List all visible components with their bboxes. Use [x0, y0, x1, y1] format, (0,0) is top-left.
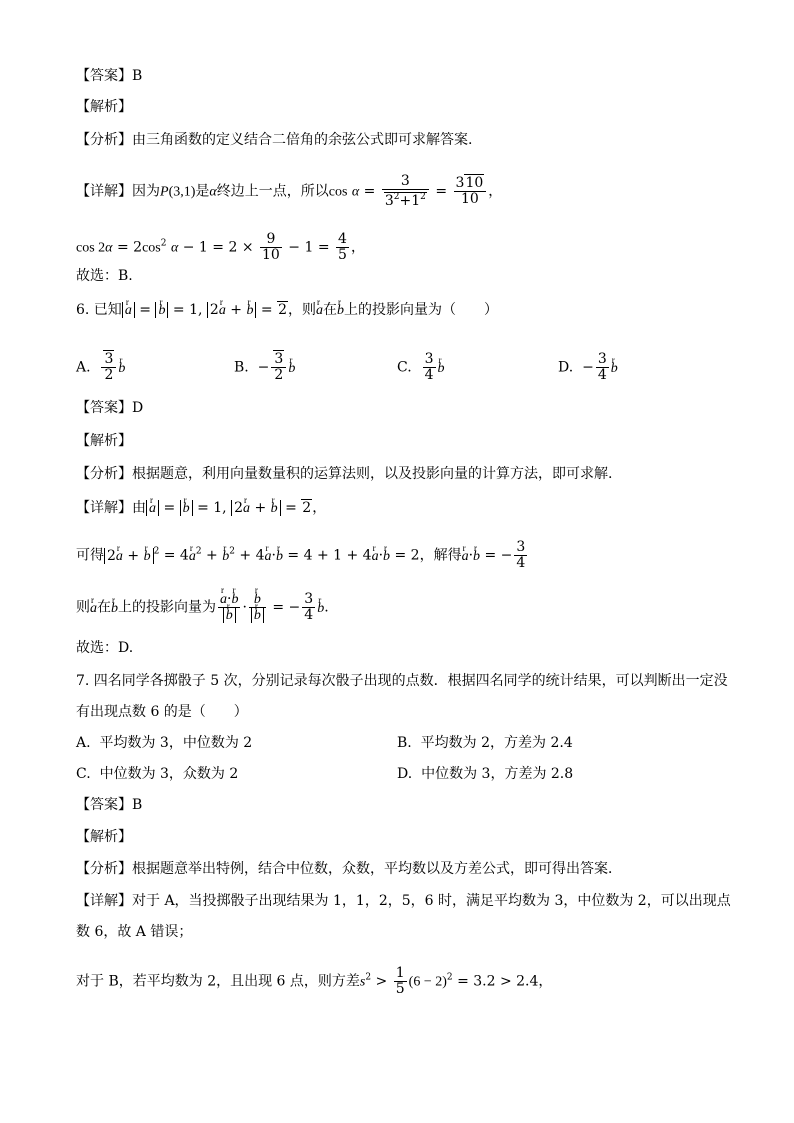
q7-detail-b-line: 对于 B，若平均数为 2，且出现 6 点，则方差$s^2$ > $\frac{1}{5}$ $(6 - 2)^2 = 3.2 > 2.4$， [76, 965, 553, 997]
q6-option-d: D. − $\frac{3}{4}$ r b [558, 352, 618, 383]
q6-option-a: A. $\frac{3}{2}$ r b [76, 352, 125, 383]
fraction: $\frac{310}{10}$ [454, 176, 487, 207]
q6-projection-line: 则r a在r b上的投影向量为 r a·r b r b · r b r b = − $\frac{3}{4}$ r b. [76, 592, 329, 623]
q7-option-c: C. 中位数为 3，众数为 2 [76, 766, 239, 782]
q7-option-d: D. 中位数为 3，方差为 2.8 [397, 766, 574, 782]
fraction: $\frac{4}{5}$ [338, 231, 347, 263]
q6-fenxi: 【分析】根据题意，利用向量数量积的运算法则，以及投影向量的计算方法，即可求解. [76, 466, 613, 482]
q7-analysis-heading: 【解析】 [76, 829, 132, 845]
q5-fenxi: 【分析】由三角函数的定义结合二倍角的余弦公式即可求解答案. [76, 132, 473, 148]
q6-detail-line: 【详解】由r a = r b = 1, 2r a + r b = 2， [76, 498, 326, 519]
q7-fenxi: 【分析】根据题意举出特例，结合中位数，众数，平均数以及方差公式，即可得出答案． [76, 861, 622, 877]
q5-answer: 【答案】B [76, 68, 143, 84]
q7-answer: 【答案】B [76, 797, 143, 813]
q5-analysis-heading: 【解析】 [76, 99, 132, 115]
q5-cos2a-line: $\cos 2\alpha = 2\cos^2$ α − 1 = 2 × $\frac{9}{10}$ − 1 = $\frac{4}{5}$ ， [76, 231, 365, 263]
fraction: $\frac{3}{4}$ [516, 539, 526, 571]
q6-analysis-heading: 【解析】 [76, 433, 132, 449]
q6-expand-line: 可得 2r a + r b $^2$ = 4r $a^2 + r$ $b^2 + 4r$ a·r b = 4 + 1 + 4r a·r b = 2，解得r a·r b = − $\frac{3}{4}$ [76, 540, 529, 571]
q6-answer: 【答案】D [76, 400, 144, 416]
fraction: $\frac{1}{5}$ [395, 965, 405, 997]
fraction: r a·r b r b [218, 592, 240, 623]
q7-detail-line2: 数 6，故 A 错误； [76, 924, 193, 940]
q5-detail-line: 【详解】因为P(3,1)是α终边上一点，所以cos α = $\frac{3}{3^2+1^2}$ = $\frac{310}{10}$ ， [76, 173, 503, 209]
q6-option-c: C. $\frac{3}{4}$ r b [397, 352, 445, 383]
q6-option-b: B. − $\frac{3}{2}$ r b [234, 352, 295, 383]
fraction: $\frac{9}{10}$ [262, 231, 280, 263]
q7-detail-line1: 【详解】对于 A，当投掷骰子出现结果为 1，1，2，5，6 时，满足平均数为 3，中位数为 2，可以出现点 [76, 893, 731, 909]
q6-stem: 6. 已知r a = r b = 1, 2r a + r b = 2，则r a在r b上的投影向量为（ ） [76, 300, 498, 321]
fraction: $\frac{3}{3^2+1^2}$ [382, 174, 429, 209]
q7-option-a: A. 平均数为 3，中位数为 2 [76, 735, 253, 751]
q5-choose: 故选：B. [76, 268, 133, 284]
fraction: $\frac{3}{4}$ [304, 591, 314, 623]
q7-stem-line2: 有出现点数 6 的是（ ） [76, 704, 248, 720]
q6-choose: 故选：D. [76, 640, 134, 656]
q7-stem-line1: 7. 四名同学各掷骰子 5 次，分别记录每次骰子出现的点数．根据四名同学的统计结果，可以判断出一定没 [76, 673, 728, 689]
q7-option-b: B. 平均数为 2，方差为 2.4 [397, 735, 573, 751]
fraction: r b r b [249, 592, 266, 623]
